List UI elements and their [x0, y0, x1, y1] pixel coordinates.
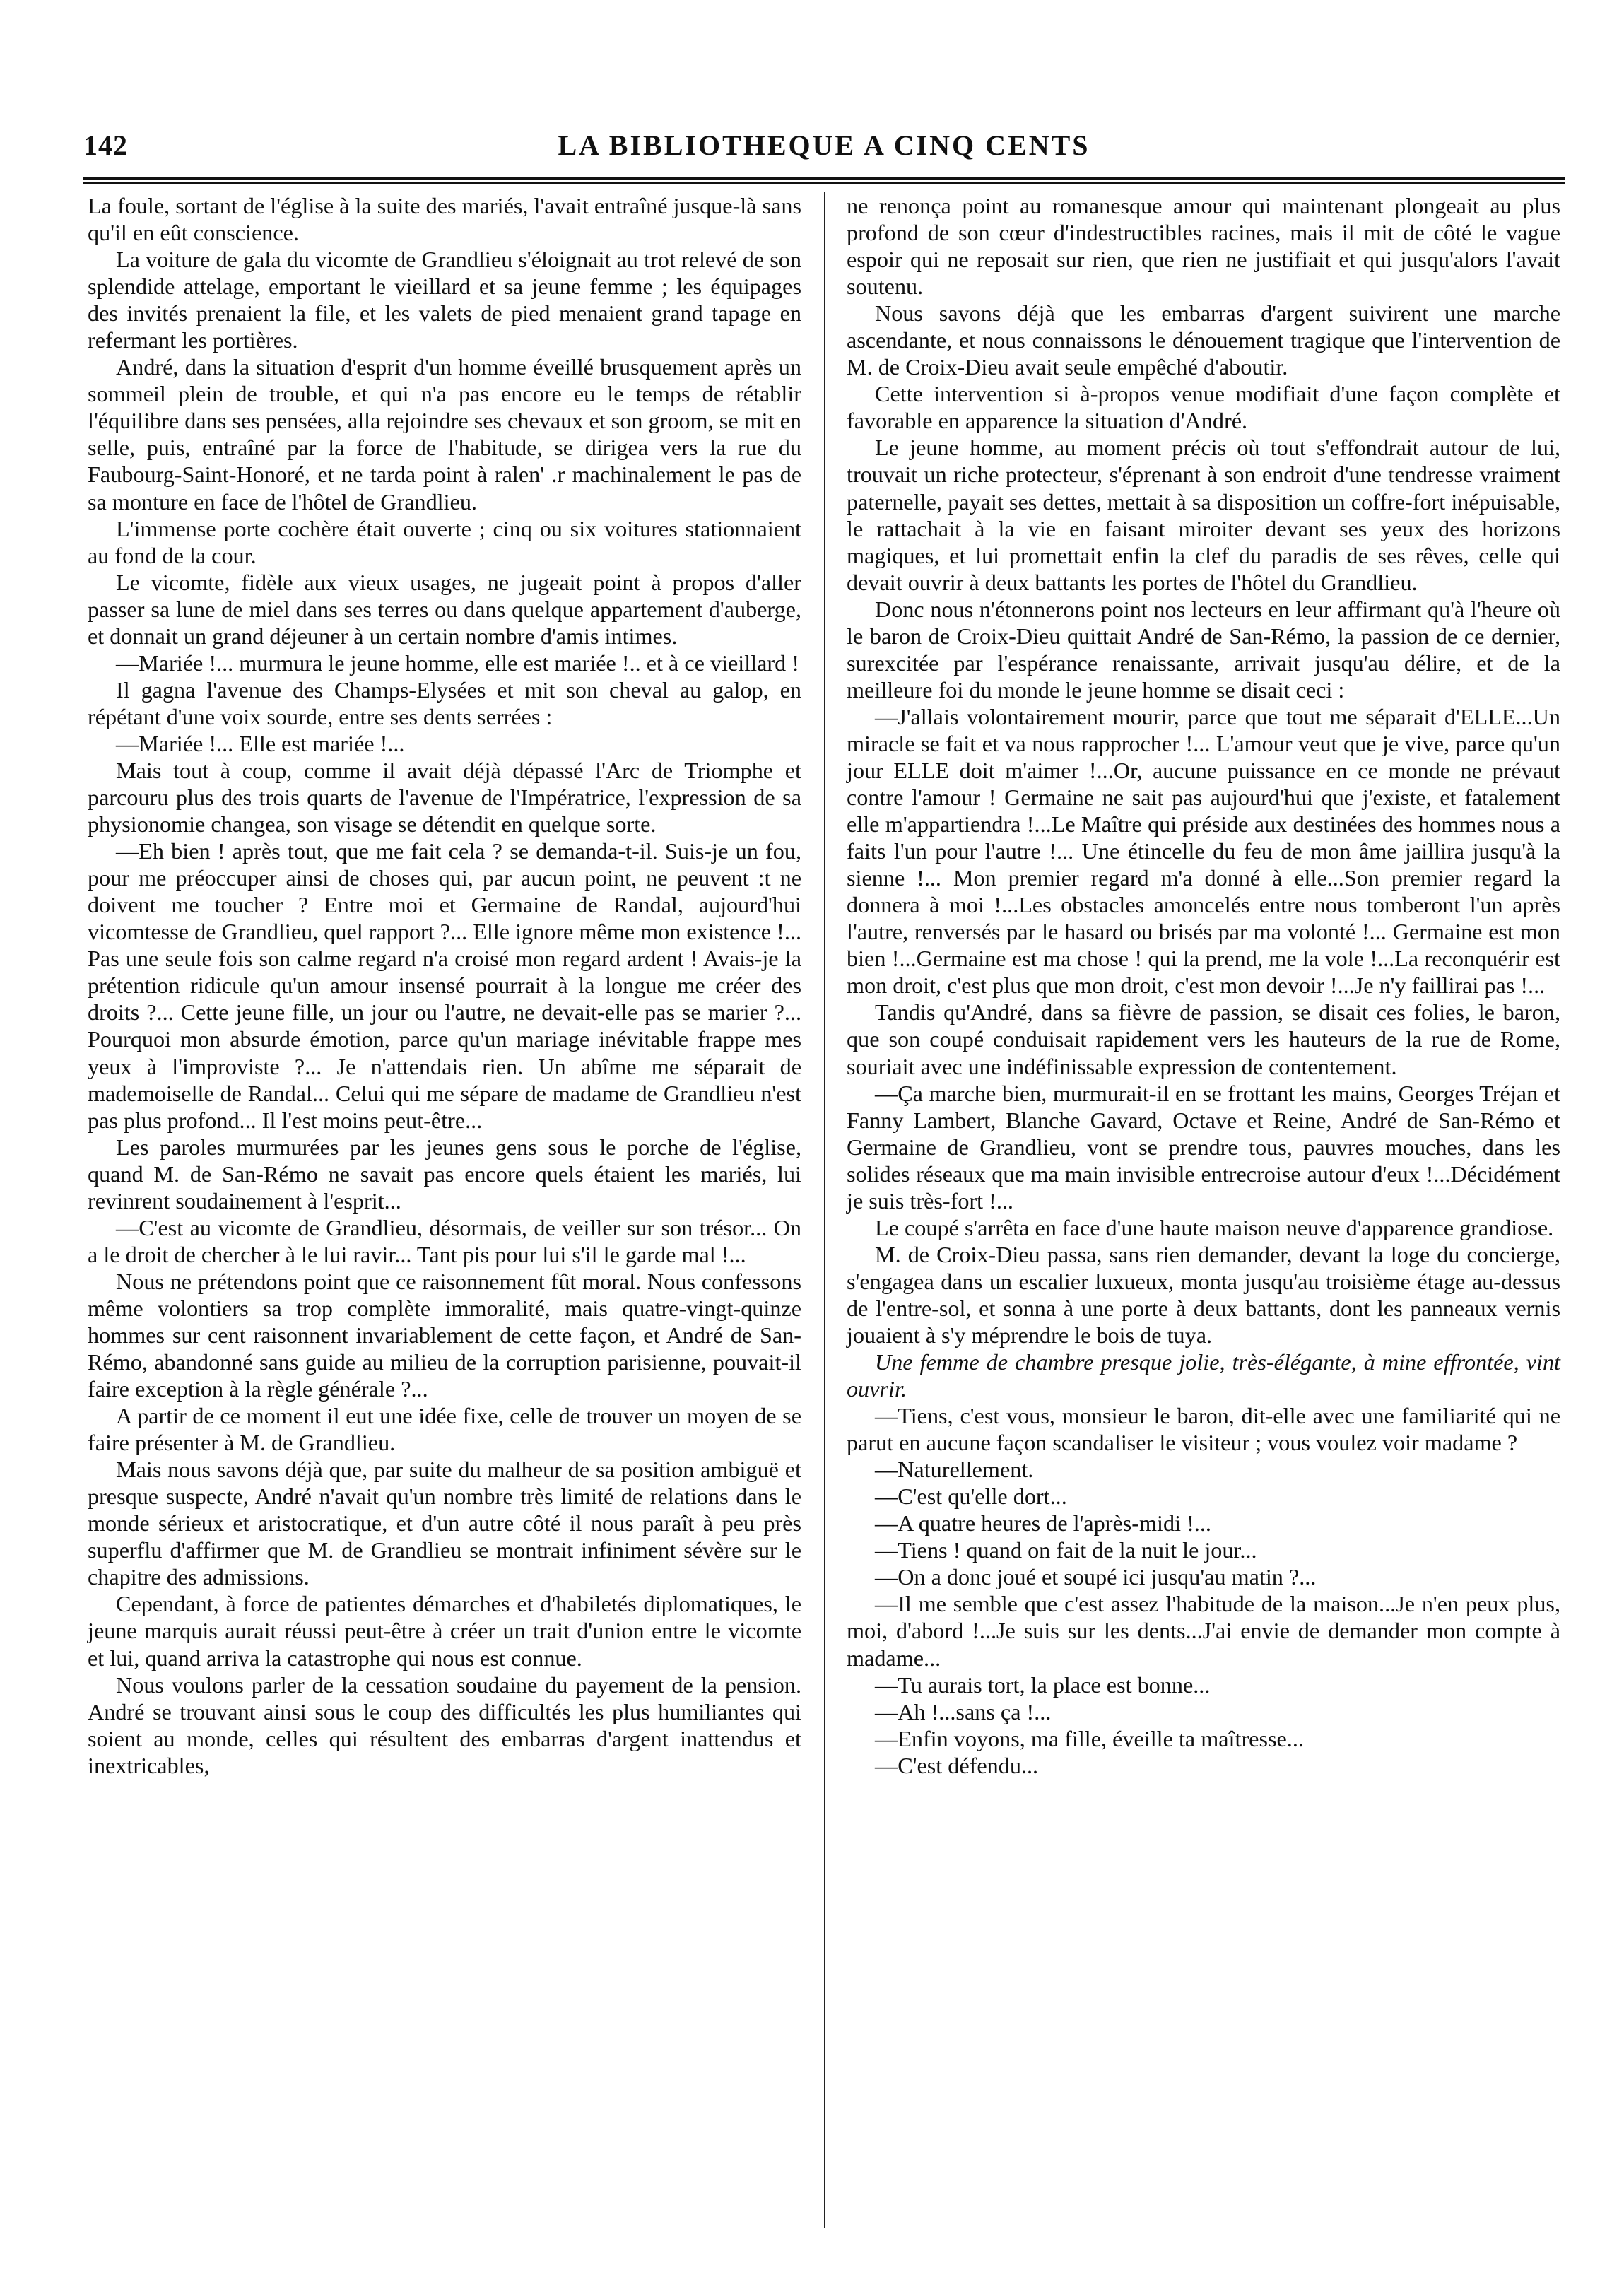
paragraph: A partir de ce moment il eut une idée fixe, celle de trouver un moyen de se faire présenter à M. de Grandlieu.	[88, 1403, 801, 1456]
paragraph: —C'est au vicomte de Grandlieu, désormais, de veiller sur son trésor... On a le droit de chercher à le lui ravir... Tant pis pour lui s'il le garde mal !...	[88, 1214, 801, 1267]
paragraph: L'immense porte cochère était ouverte ; cinq ou six voitures stationnaient au fond de la cour.	[88, 515, 801, 568]
paragraph: Tandis qu'André, dans sa fièvre de passion, se disait ces folies, le baron, que son coupé conduisait rapidement vers les hauteurs de la rue de Rome, souriait avec une indéfinissable expression de contentement.	[847, 999, 1560, 1079]
paragraph: Nous savons déjà que les embarras d'argent suivirent une marche ascendante, et nous connaissons le dénouement tragique que l'intervention de M. de Croix-Dieu avait seule empêché d'aboutir.	[847, 300, 1560, 380]
paragraph: Le coupé s'arrêta en face d'une haute maison neuve d'apparence grandiose.	[875, 1214, 1554, 1240]
paragraph: —Tiens, c'est vous, monsieur le baron, dit-elle avec une familiarité qui ne parut en aucune façon scandaliser le visiteur ; vous voulez voir madame ?	[847, 1403, 1560, 1456]
paragraph: —On a donc joué et soupé ici jusqu'au matin ?...	[875, 1564, 1317, 1590]
paragraph: Une femme de chambre presque jolie, très-élégante, à mine effrontée, vint ouvrir.	[847, 1349, 1560, 1402]
page-number: 142	[83, 129, 128, 161]
paragraph: —Mariée !... murmura le jeune homme, elle est mariée !.. et à ce vieillard !	[116, 650, 799, 676]
paragraph: Le jeune homme, au moment précis où tout s'effondrait autour de lui, trouvait un riche protecteur, s'éprenant à son endroit d'une tendresse vraiment paternelle, payait ses dettes, mettait à sa disposition un coffre-fort inépuisable, le rattachait à la vie en faisant miroiter devant ses yeux des horizons magiques, et lui promettait enfin la clef du paradis de ses rêves, celle qui devait ouvrir à deux battants les portes de l'hôtel du Grandlieu.	[847, 435, 1560, 595]
paragraph: ne renonça point au romanesque amour qui maintenant plongeait au plus profond de son cœur d'indestructibles racines, mais il mit de côté le vague espoir qui ne reposait sur rien, que rien ne justifiait et qui jusqu'alors l'avait soutenu.	[847, 193, 1560, 300]
paragraph: La foule, sortant de l'église à la suite des mariés, l'avait entraîné jusque-là sans qu'il en eût conscience.	[88, 193, 801, 246]
paragraph: Le vicomte, fidèle aux vieux usages, ne jugeait point à propos d'aller passer sa lune de miel dans ses terres ou dans quelque appartement d'auberge, et donnait un grand déjeuner à un certain nombre d'amis intimes.	[88, 569, 801, 649]
paragraph: Mais tout à coup, comme il avait déjà dépassé l'Arc de Triomphe et parcouru plus des trois quarts de l'avenue de l'Impératrice, l'expression de sa physionomie changea, son visage se détendit en quelque sorte.	[88, 757, 801, 838]
paragraph: La voiture de gala du vicomte de Grandlieu s'éloignait au trot relevé de son splendide attelage, emportant le vieillard et sa jeune femme ; les équipages des invités prenaient la file, et les valets de pied menaient grand tapage en refermant les portières.	[88, 247, 801, 353]
paragraph: —Ah !...sans ça !...	[875, 1698, 1052, 1724]
paragraph: —Eh bien ! après tout, que me fait cela ? se demanda-t-il. Suis-je un fou, pour me préoccuper ainsi de choses qui, par aucun point, ne peuvent :t ne doivent me toucher ? Entre moi et Germaine de Randal, aujourd'hui vicomtesse de Grandlieu, quel rapport ?... Elle ignore même mon existence !... Pas une seule fois son calme regard n'a croisé mon regard ardent ! Avais-je la prétention ridicule qu'un amour insensé pourrait à la longue me créer des droits ?... Cette jeune fille, un jour ou l'autre, ne devait-elle pas se marier ?... Pourquoi mon absurde émotion, parce qu'un mariage inévitable frappe mes yeux à l'improviste ?... Je n'attendais rien. Un abîme me séparait de mademoiselle de Randal... Celui qui me sépare de madame de Grandlieu n'est pas plus profond... Il l'est moins peut-être...	[88, 838, 801, 1133]
paragraph: Les paroles murmurées par les jeunes gens sous le porche de l'église, quand M. de San-Rémo ne savait pas encore quels étaient les mariés, lui revinrent soudainement à l'esprit...	[88, 1134, 801, 1214]
paragraph: —Tiens ! quand on fait de la nuit le jour...	[875, 1537, 1257, 1563]
paragraph: André, dans la situation d'esprit d'un homme éveillé brusquement après un sommeil plein de trouble, et qui n'a pas encore eu le temps de rétablir l'équilibre dans ses pensées, alla rejoindre ses chevaux et son groom, se mit en selle, puis, entraîné par la force de l'habitude, se dirigea vers la rue du Faubourg-Saint-Honoré, et ne tarda point à ralen' .r machinalement le pas de sa monture en face de l'hôtel de Grandlieu.	[88, 354, 801, 515]
header-rule-thin	[83, 182, 1565, 184]
column-divider	[824, 192, 825, 2228]
paragraph: Donc nous n'étonnerons point nos lecteurs en leur affirmant qu'à l'heure où le baron de Croix-Dieu quittait André de San-Rémo, la passion de ce dernier, surexcitée par l'espérance renaissante, arrivait jusqu'au délire, et de la meilleure foi du monde le jeune homme se disait ceci :	[847, 596, 1560, 703]
paragraph: —Il me semble que c'est assez l'habitude de la maison...Je n'en peux plus, moi, d'abord !...Je suis sur les dents...J'ai envie de demander mon compte à madame...	[847, 1591, 1560, 1671]
paragraph: Mais nous savons déjà que, par suite du malheur de sa position ambiguë et presque suspecte, André n'avait qu'un nombre très limité de relations dans le monde sérieux et aristocratique, et d'un autre côté il nous paraît à peu près superflu d'affirmer que M. de Grandlieu se montrait infiniment sévère sur le chapitre des admissions.	[88, 1457, 801, 1590]
paragraph: —C'est défendu...	[875, 1752, 1039, 1778]
paragraph: M. de Croix-Dieu passa, sans rien demander, devant la loge du concierge, s'engagea dans un escalier luxueux, monta jusqu'au troisième étage au-dessus de l'entre-sol, et sonna à une porte à deux battants, dont les panneaux vernis jouaient à s'y méprendre le bois de tuya.	[847, 1241, 1560, 1348]
right-column	[847, 192, 1560, 1779]
paragraph: —Enfin voyons, ma fille, éveille ta maîtresse...	[875, 1725, 1304, 1751]
left-column	[88, 192, 801, 1779]
paragraph: —C'est qu'elle dort...	[875, 1483, 1067, 1510]
paragraph: —Ça marche bien, murmurait-il en se frottant les mains, Georges Tréjan et Fanny Lambert, Blanche Gavard, Octave et Reine, André de San-Rémo et Germaine de Grandlieu, vont se prendre tous, pauvres mouches, dans les solides réseaux que ma main invisible entrecroise autour d'eux !...Décidément je suis très-fort !...	[847, 1080, 1560, 1214]
page-header	[83, 129, 1565, 172]
paragraph: Nous voulons parler de la cessation soudaine du payement de la pension. André se trouvant ainsi sous le coup des difficultés les plus humiliantes qui soient au monde, celles qui résultent des embarras d'argent inattendus et inextricables,	[88, 1671, 801, 1778]
paragraph: Cependant, à force de patientes démarches et d'habiletés diplomatiques, le jeune marquis aurait réussi peut-être à créer un trait d'union entre le vicomte et lui, quand arriva la catastrophe qui nous est connue.	[88, 1591, 801, 1671]
paragraph: —Naturellement.	[875, 1457, 1034, 1483]
paragraph: Cette intervention si à-propos venue modifiait d'une façon complète et favorable en apparence la situation d'André.	[847, 381, 1560, 434]
paragraph: —J'allais volontairement mourir, parce que tout me séparait d'ELLE...Un miracle se fait et va nous rapprocher !... L'amour veut que je vive, parce qu'un jour ELLE doit m'aimer !...Or, aucune puissance en ce monde ne prévaut contre l'amour ! Germaine ne sait pas aujourd'hui que j'existe, et fatalement elle m'appartiendra !...Le Maître qui préside aux destinées des hommes nous a faits l'un pour l'autre !... Une étincelle du feu de mon âme jaillira jusqu'à la sienne !... Mon premier regard m'a donné à elle...Son premier regard la donnera à moi !...Les obstacles amoncelés entre nous tomberont l'un après l'autre, renversés par le hasard ou brisés par ma volonté !... Germaine est mon bien !...Germaine est ma chose ! qui la prend, me la vole !...La reconquérir est mon droit, c'est plus que mon droit, c'est mon devoir !...Je n'y faillirai pas !...	[847, 703, 1560, 999]
paragraph: Il gagna l'avenue des Champs-Elysées et mit son cheval au galop, en répétant d'une voix sourde, entre ses dents serrées :	[88, 676, 801, 729]
paragraph: —Mariée !... Elle est mariée !...	[116, 730, 405, 756]
paragraph: —Tu aurais tort, la place est bonne...	[875, 1671, 1211, 1698]
paragraph: —A quatre heures de l'après-midi !...	[875, 1510, 1211, 1536]
header-rule-thick	[83, 177, 1565, 180]
paragraph: Nous ne prétendons point que ce raisonnement fût moral. Nous confessons même volontiers sa trop complète immoralité, mais quatre-vingt-quinze hommes sur cent raisonnent invariablement de cette façon, et André de San-Rémo, abandonné sans guide au milieu de la corruption parisienne, pouvait-il faire exception à la règle générale ?...	[88, 1268, 801, 1402]
running-title: LA BIBLIOTHEQUE A CINQ CENTS	[558, 129, 1090, 161]
